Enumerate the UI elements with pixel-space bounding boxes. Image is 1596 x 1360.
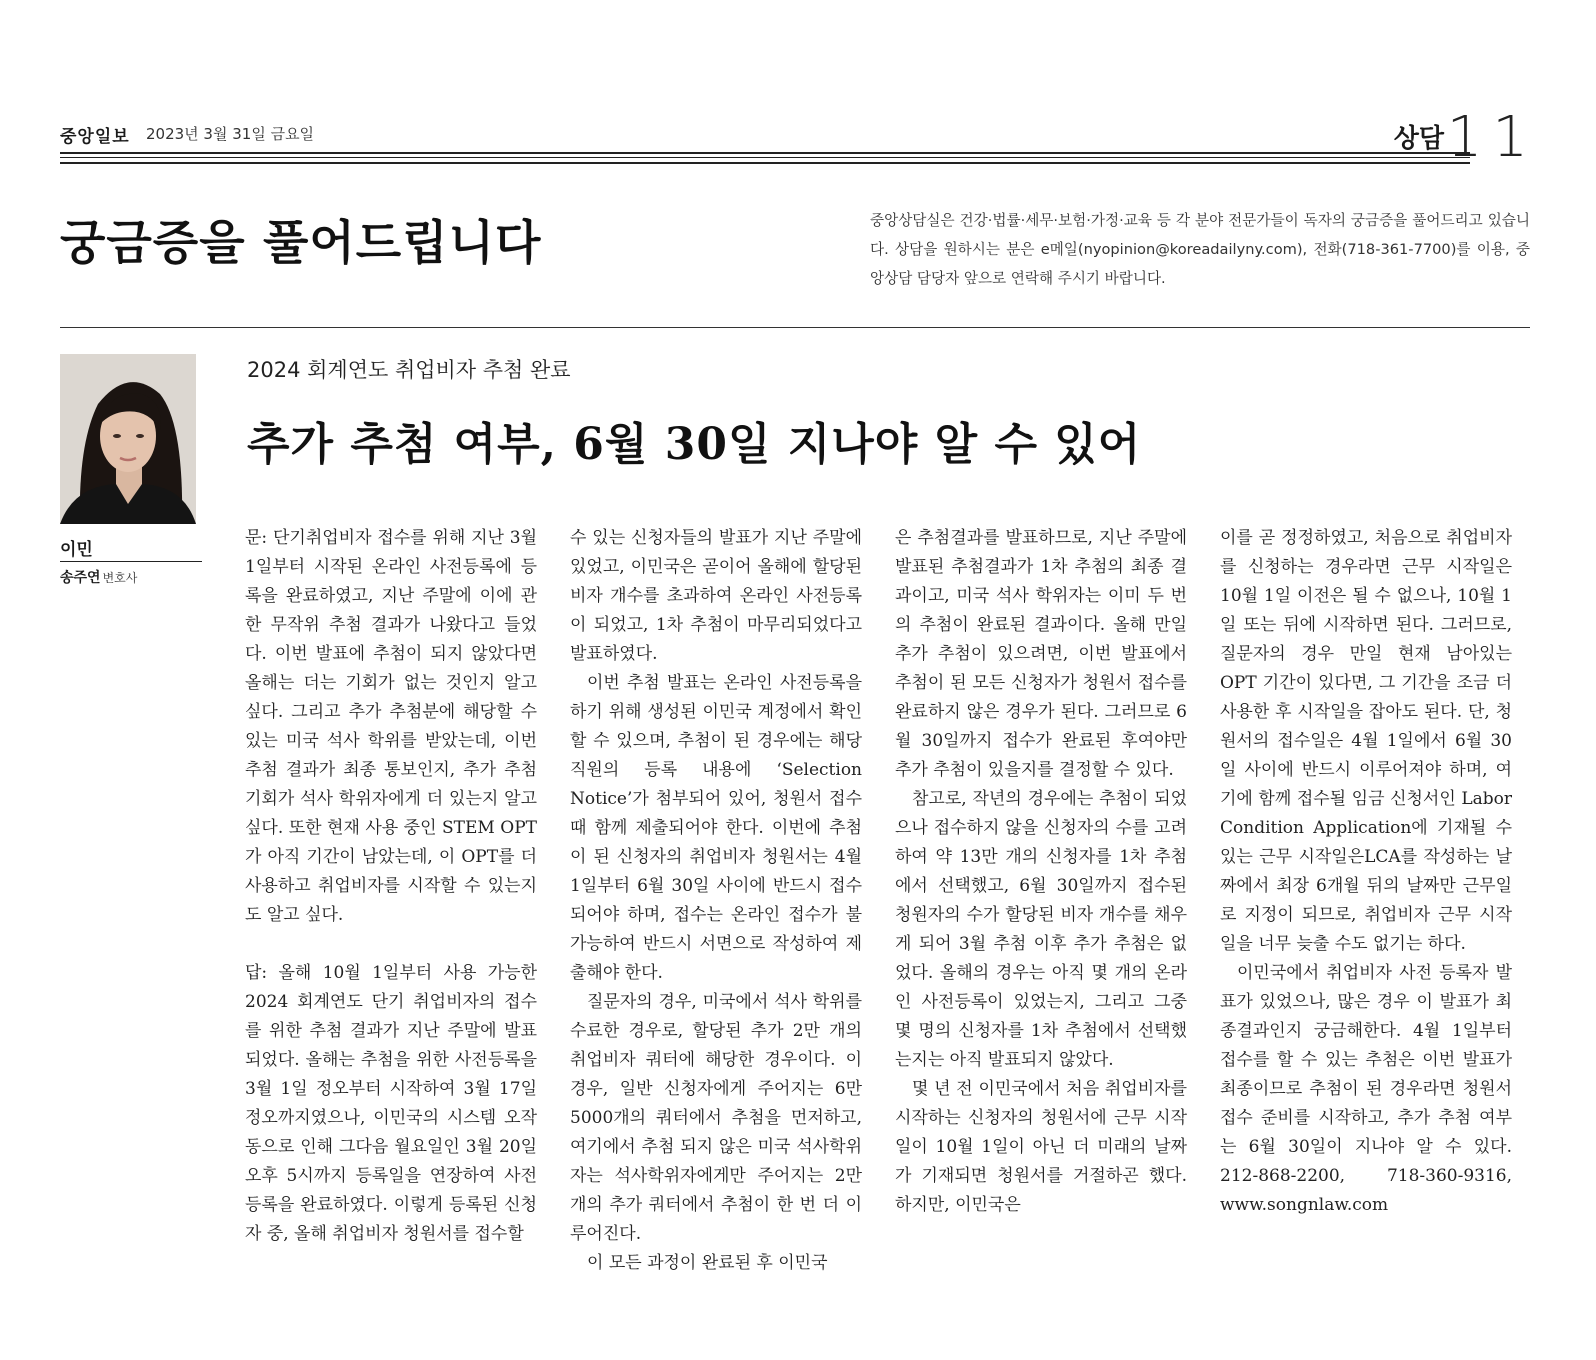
body-paragraph: 이 모든 과정이 완료된 후 이민국 (587, 1253, 828, 1273)
body-paragraph: 이를 곧 정정하였고, 처음으로 취업비자를 신청하는 경우라면 근무 시작일은 10월 1일 이전은 될 수 없으나, 10월 1일 또는 뒤에 시작하면 된다. 그러므로, 질문자의 경우 만일 현재 남아있는 OPT 기간이 있다면, 그 기간을 조금 더 사용한 후 시작일을 잡아도 된다. 단, 청원서의 접수일은 4월 1일에서 6월 30일 사이에 반드시 이루어져야 하며, 여기에 함께 접수될 임금 신청서인 Labor Condition Application에 기재될 수 있는 근무 시작일은LCA를 작성하는 날짜에서 최장 6개월 뒤의 날짜만 근무일로 지정이 되므로, 취업비자 근무 시작일을 너무 늦출 수도 없기는 하다. (1220, 528, 1512, 954)
masthead (60, 105, 1540, 170)
body-paragraph: 은 추첨결과를 발표하므로, 지난 주말에 발표된 추첨결과가 1차 추첨의 최종 결과이고, 미국 석사 학위자는 이미 두 번의 추첨이 완료된 결과이다. 올해 만일 추가 추첨이 있으려면, 이번 발표에서 추첨이 된 모든 신청자가 청원서 접수를 완료하지 않은 경우가 된다. 그러므로 6월 30일까지 접수가 완료된 후여야만 추가 추첨이 있을지를 결정할 수 있다. (895, 528, 1187, 780)
author-byline (60, 567, 137, 587)
feature-intro: 중앙상담실은 건강·법률·세무·보험·가정·교육 등 각 분야 전문가들이 독자의 궁금증을 풀어드리고 있습니다. 상담을 원하시는 분은 e메일(nyopinion@koreadailyny.com), 전화(718-361-7700)를 이용, 중앙상담 담당자 앞으로 연락해 주시기 바랍니다. (870, 212, 1530, 287)
body-paragraph: 몇 년 전 이민국에서 처음 취업비자를 시작하는 신청자의 청원서에 근무 시작일이 10월 1일이 아닌 더 미래의 날짜가 기재되면 청원서를 거절하곤 했다. 하지만, 이민국은 (895, 1079, 1187, 1215)
masthead-rule (60, 152, 1470, 164)
portrait-illustration (60, 354, 196, 524)
body-paragraph: 참고로, 작년의 경우에는 추첨이 되었으나 접수하지 않을 신청자의 수를 고려하여 약 13만 개의 신청자를 1차 추첨에서 선택했고, 6월 30일까지 접수된 청원자의 수가 할당된 비자 개수를 채우게 되어 3월 추첨 이후 추가 추첨은 없었다. 올해의 경우는 아직 몇 개의 온라인 사전등록이 있었는지, 그리고 그중 몇 명의 신청자를 1차 추첨에서 선택했는지는 아직 발표되지 않았다. (895, 789, 1187, 1070)
contact-paragraph: 이민국에서 취업비자 사전 등록자 발표가 있었으나, 많은 경우 이 발표가 최종결과인지 궁금해한다. 4월 1일부터 접수를 할 수 있는 추첨은 이번 발표가 최종이므로 추첨이 된 경우라면 청원서 접수 준비를 시작하고, 추가 추첨 여부는 6월 30일이 지나야 알 수 있다. 212-868-2200, 718-360-9316, www.songnlaw.com (1220, 963, 1512, 1215)
newspaper-name: 중앙일보 (60, 127, 130, 147)
answer-paragraph: 답: 올해 10월 1일부터 사용 가능한 2024 회계연도 단기 취업비자의 접수를 위한 추첨 결과가 지난 주말에 발표되었다. 올해는 추첨을 위한 사전등록을 3월 1일 정오부터 시작하여 3월 17일 정오까지였으나, 이민국의 시스템 오작동으로 인해 그다음 월요일인 3월 20일 오후 5시까지 등록일을 연장하여 사전등록을 완료하였다. 이렇게 등록된 신청자 중, 올해 취업비자 청원서를 접수할 (245, 963, 537, 1244)
article-subhead: 2024 회계연도 취업비자 추첨 완료 (247, 358, 571, 382)
author-rule (60, 561, 202, 562)
author-portrait-icon (60, 354, 196, 524)
feature-title: 궁금증을 풀어드립니다 (60, 216, 542, 271)
page-number: 11 (1446, 105, 1538, 170)
article-column-1 (245, 524, 537, 1249)
column-category: 이민 (60, 540, 93, 560)
article-column-3 (895, 524, 1187, 1220)
body-paragraph: 이번 추첨 발표는 온라인 사전등록을 하기 위해 생성된 이민국 계정에서 확인할 수 있으며, 추첨이 된 경우에는 해당 직원의 등록 내용에 ‘Selection Notice’가 첨부되어 있어, 청원서 접수 때 함께 제출되어야 한다. 이번에 추첨이 된 신청자의 취업비자 청원서는 4월 1일부터 6월 30일 사이에 반드시 접수되어야 하며, 접수는 온라인 접수가 불가능하여 반드시 서면으로 작성하여 제출해야 한다. (570, 673, 862, 983)
divider (60, 327, 1530, 328)
body-paragraph: 질문자의 경우, 미국에서 석사 학위를 수료한 경우로, 할당된 추가 2만 개의 취업비자 쿼터에 해당한 경우이다. 이 경우, 일반 신청자에게 주어지는 6만5000개의 쿼터에서 추첨을 먼저하고, 여기에서 추첨 되지 않은 미국 석사학위자는 석사학위자에게만 주어지는 2만 개의 추가 쿼터에서 추첨이 한 번 더 이루어진다. (570, 992, 862, 1244)
body-paragraph: 수 있는 신청자들의 발표가 지난 주말에 있었고, 이민국은 곧이어 올해에 할당된 비자 개수를 초과하여 온라인 사전등록이 되었고, 1차 추첨이 마무리되었다고 발표하였다. (570, 528, 862, 664)
article-column-2 (570, 524, 862, 1278)
question-paragraph: 문: 단기취업비자 접수를 위해 지난 3월 1일부터 시작된 온라인 사전등록에 등록을 완료하였고, 지난 주말에 이에 관한 무작위 추첨 결과가 나왔다고 들었다. 이번 발표에 추첨이 되지 않았다면 올해는 더는 기회가 없는 것인지 알고 싶다. 그리고 추가 추첨분에 해당할 수 있는 미국 석사 학위를 받았는데, 이번 추첨 결과가 최종 통보인지, 추가 추첨 기회가 석사 학위자에게 더 있는지 알고 싶다. 또한 현재 사용 중인 STEM OPT가 아직 기간이 남았는데, 이 OPT를 더 사용하고 취업비자를 시작할 수 있는지도 알고 싶다. (245, 528, 537, 925)
issue-date: 2023년 3월 31일 금요일 (146, 125, 315, 143)
article-column-4 (1220, 524, 1512, 1220)
article-headline: 추가 추첨 여부, 6월 30일 지나야 알 수 있어 (247, 419, 1142, 470)
author-name: 송주연 (60, 570, 101, 586)
section-name: 상담 (1393, 124, 1444, 154)
author-title: 변호사 (102, 571, 138, 585)
